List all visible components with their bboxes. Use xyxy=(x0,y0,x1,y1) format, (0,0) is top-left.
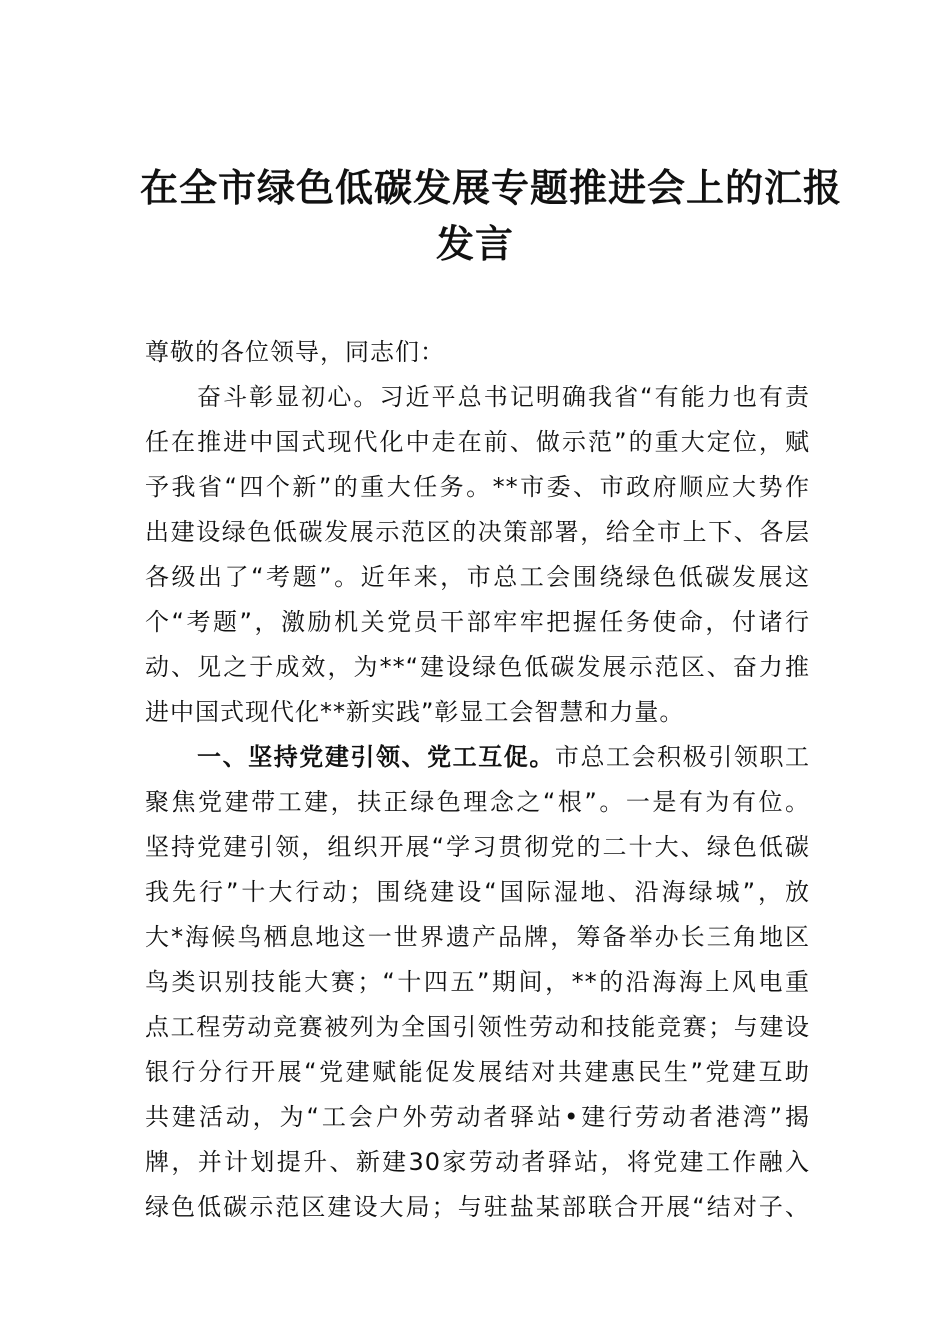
paragraph-line: 大*海候鸟栖息地这一世界遗产品牌，筹备举办长三角地区 xyxy=(145,923,810,951)
paragraph-line: 个“考题”，激励机关党员干部牢牢把握任务使命，付诸行 xyxy=(145,608,810,636)
paragraph-first-line xyxy=(145,735,810,780)
paragraph-1 xyxy=(145,375,810,735)
paragraph-line: 共建活动，为“工会户外劳动者驿站•建行劳动者港湾”揭 xyxy=(145,1103,810,1131)
document-title xyxy=(140,160,843,272)
paragraph-line: 聚焦党建带工建，扶正绿色理念之“根”。一是有为有位。 xyxy=(145,788,810,816)
paragraph-line: 牌，并计划提升、新建30家劳动者驿站，将党建工作融入 xyxy=(145,1148,810,1176)
paragraph-line: 点工程劳动竞赛被列为全国引领性劳动和技能竞赛；与建设 xyxy=(145,1013,810,1041)
paragraph-line: 绿色低碳示范区建设大局；与驻盐某部联合开展“结对子、 xyxy=(145,1193,810,1221)
paragraph-line: 奋斗彰显初心。习近平总书记明确我省“有能力也有责 xyxy=(197,383,810,411)
document-body xyxy=(145,330,810,1230)
paragraph-line: 各级出了“考题”。近年来，市总工会围绕绿色低碳发展这 xyxy=(145,563,810,591)
paragraph-line: 鸟类识别技能大赛；“十四五”期间，**的沿海海上风电重 xyxy=(145,968,810,996)
title-line-1: 在全市绿色低碳发展专题推进会上的汇报 xyxy=(140,165,843,210)
greeting: 尊敬的各位领导，同志们： xyxy=(145,338,445,366)
paragraph-line: 我先行”十大行动；围绕建设“国际湿地、沿海绿城”，放 xyxy=(145,878,810,906)
paragraph-2 xyxy=(145,735,810,1230)
paragraph-line: 动、见之于成效，为**“建设绿色低碳发展示范区、奋力推 xyxy=(145,653,810,681)
section-heading: 一、坚持党建引领、党工互促。 xyxy=(197,743,555,771)
paragraph-line: 坚持党建引领，组织开展“学习贯彻党的二十大、绿色低碳 xyxy=(145,833,810,861)
paragraph-line: 进中国式现代化**新实践”彰显工会智慧和力量。 xyxy=(145,698,685,726)
paragraph-line-tail: 市总工会积极引领职工 xyxy=(554,743,811,771)
paragraph-line: 出建设绿色低碳发展示范区的决策部署，给全市上下、各层 xyxy=(145,518,810,546)
paragraph-line: 予我省“四个新”的重大任务。**市委、市政府顺应大势作 xyxy=(145,473,810,501)
paragraph-line: 任在推进中国式现代化中走在前、做示范”的重大定位，赋 xyxy=(145,428,810,456)
title-line-2: 发言 xyxy=(435,221,514,266)
paragraph-line: 银行分行开展“党建赋能促发展结对共建惠民生”党建互助 xyxy=(145,1058,810,1086)
